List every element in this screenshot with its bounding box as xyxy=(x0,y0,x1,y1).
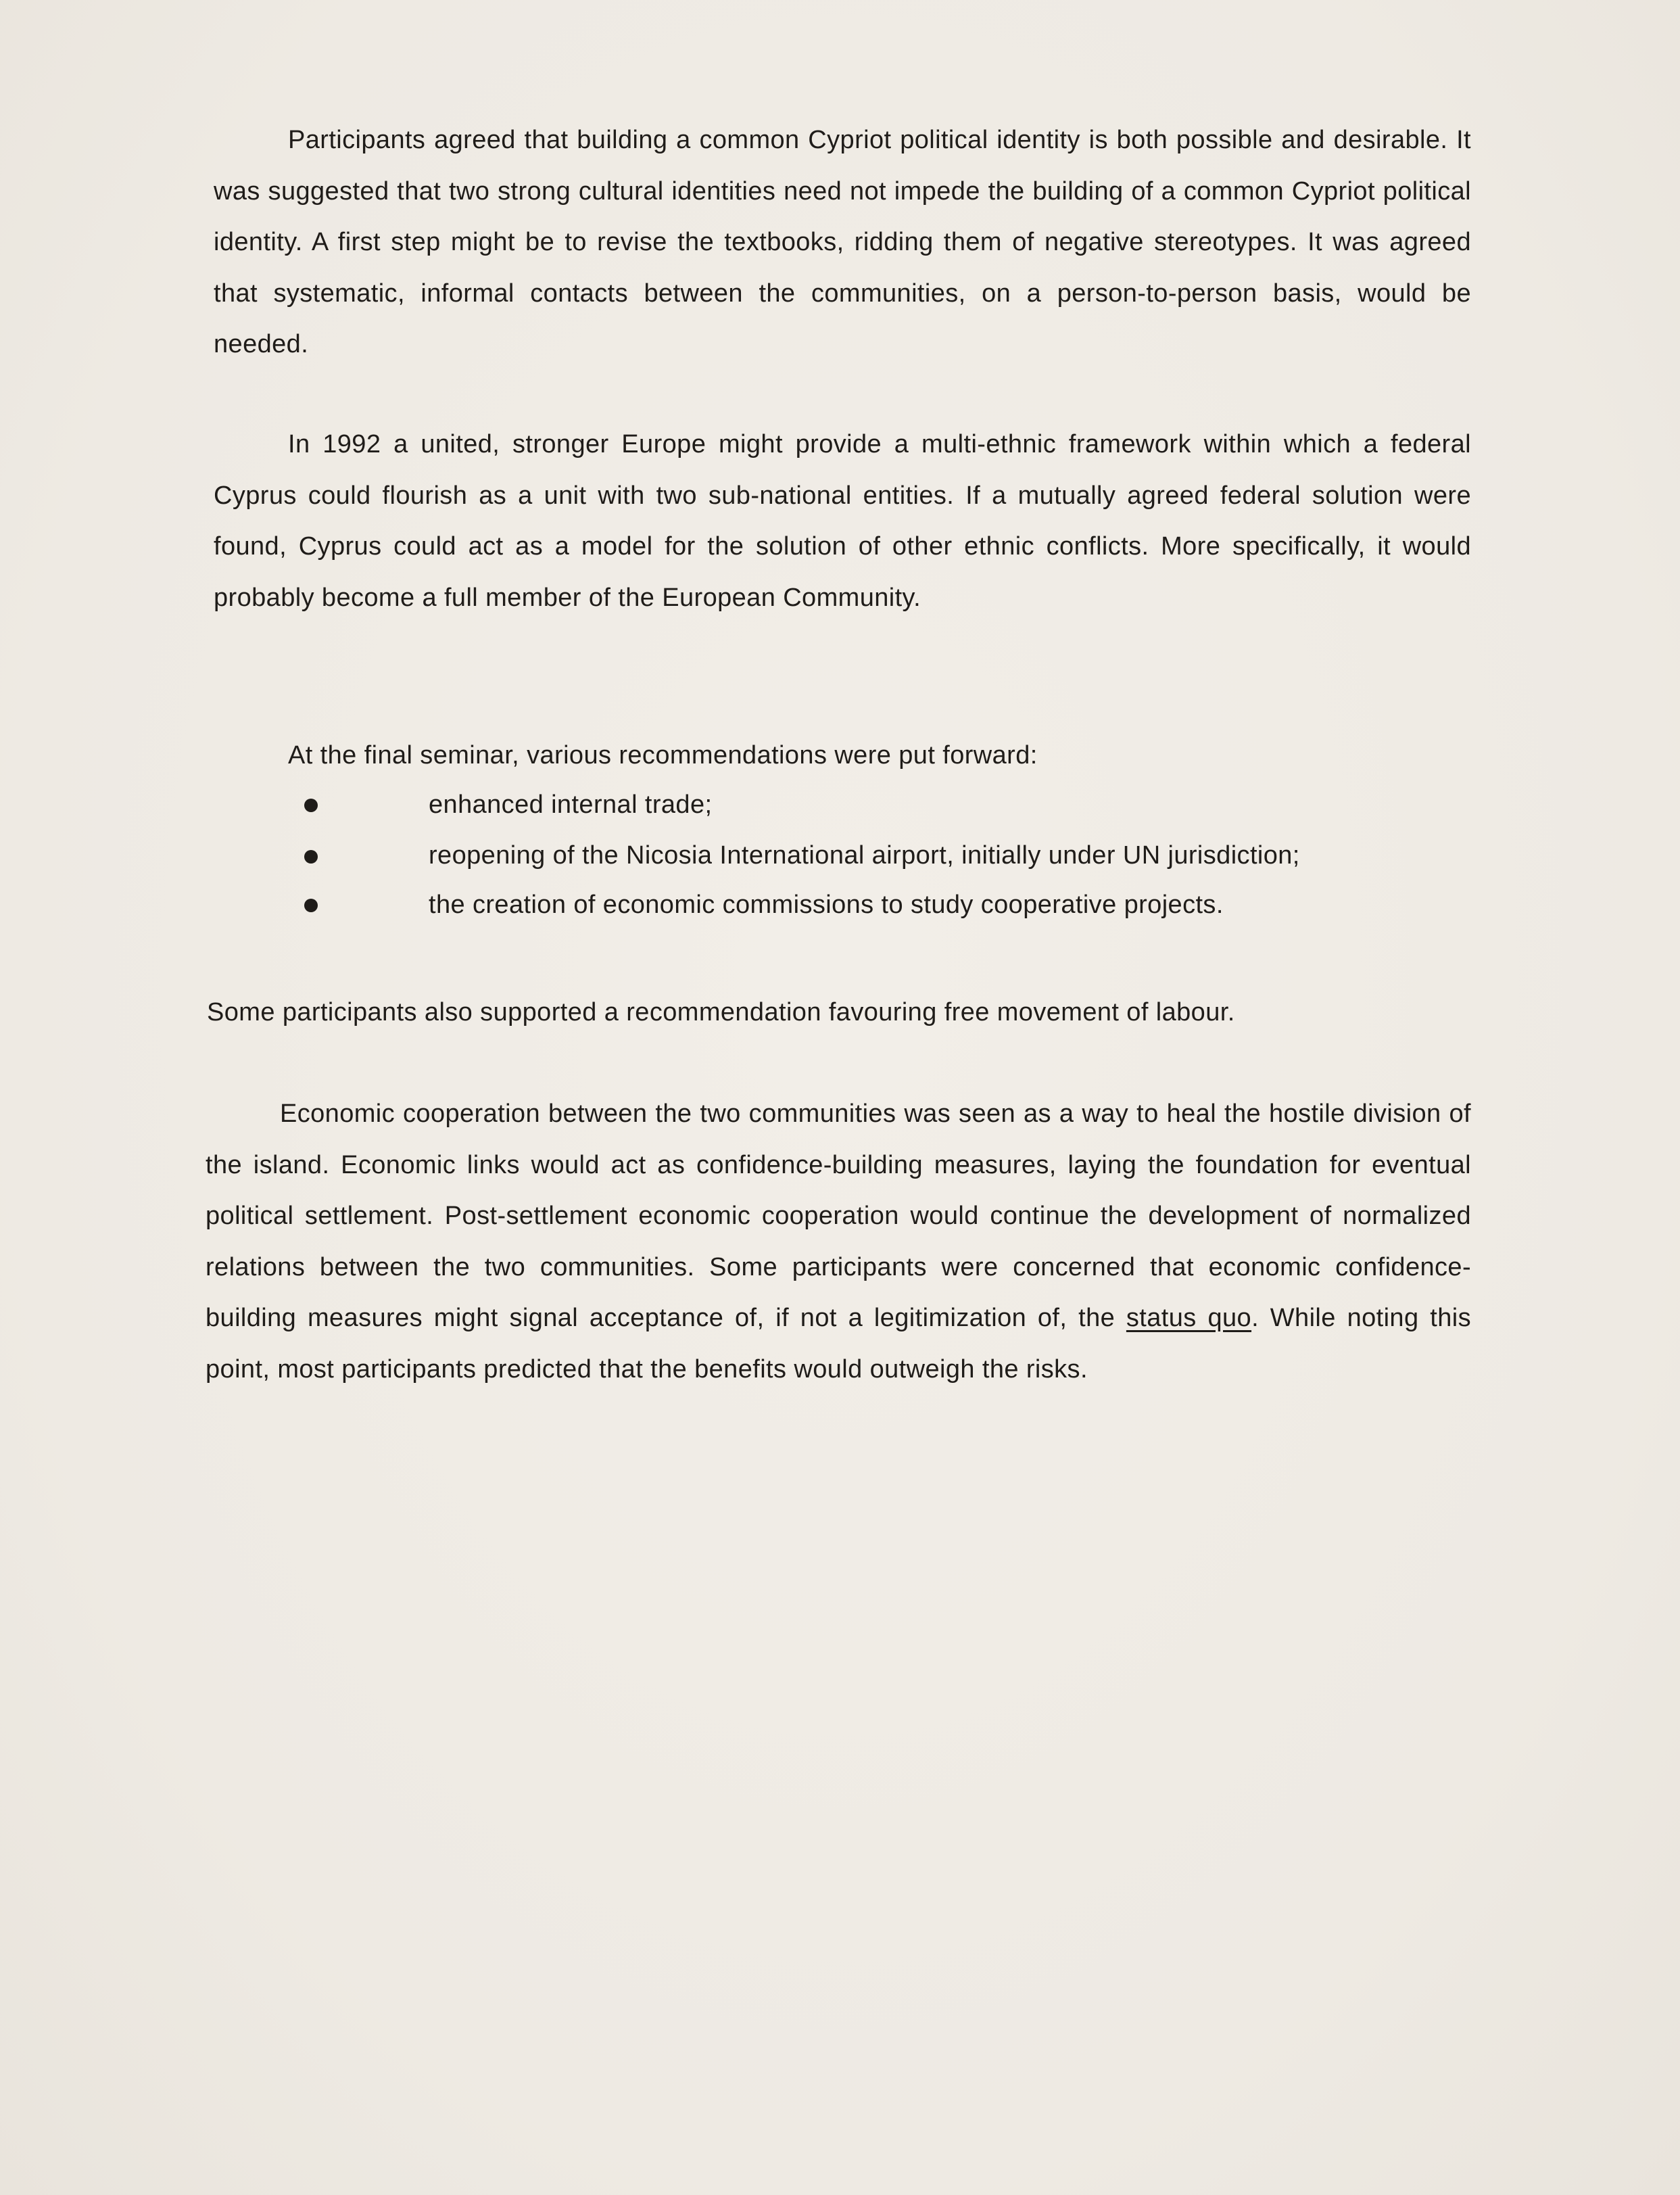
paragraph-text: Participants agreed that building a common Cypriot political identity is both possible and desirable. It was suggested that two strong cultural identities need not impede the building of a common Cypriot political identity. A first step might be to revise the textbooks, ridding them of negative stereotypes. It was agreed that systematic, informal contacts between the communities, on a person-to-person basis, would be needed. xyxy=(214,126,1471,358)
bullet-icon xyxy=(304,899,318,912)
list-item-text: enhanced internal trade; xyxy=(429,790,713,819)
paragraph-text: At the final seminar, various recommendations were put forward: xyxy=(288,741,1038,770)
paragraph-text: . While noting this point, most participants predicted that the benefits would outweigh the risks. xyxy=(206,1304,1471,1384)
paragraph-text: In 1992 a united, stronger Europe might provide a multi-ethnic framework within which a federal Cyprus could flourish as a unit with two sub-national entities. If a mutually agreed federal solution were found, Cyprus could act as a model for the solution of other ethnic conflicts. More specifically, it would probably become a full member of the European Community. xyxy=(214,430,1471,612)
paragraph-text: Some participants also supported a recommendation favouring free movement of labour. xyxy=(207,998,1235,1026)
underlined-term: status quo xyxy=(1126,1304,1252,1332)
paragraph-economic-cooperation xyxy=(206,1089,1471,1395)
paragraph-text: Economic cooperation between the two communities was seen as a way to heal the hostile division of the island. Economic links would act as confidence-building measures, laying the foundation for eventual political settlement. Post-settlement economic cooperation would continue the development of normalized relations between the two communities. Some participants were concerned that economic confidence-building measures might signal acceptance of, if not a legitimization of, the xyxy=(206,1100,1471,1332)
paragraph-recommendations-intro xyxy=(214,730,1471,782)
paragraph-free-movement xyxy=(207,987,1471,1039)
list-item xyxy=(304,780,1467,831)
list-item-text: the creation of economic commissions to study cooperative projects. xyxy=(429,890,1224,919)
bullet-icon xyxy=(304,799,318,812)
list-item xyxy=(304,880,1467,931)
list-item-text: reopening of the Nicosia International airport, initially under UN jurisdiction; xyxy=(429,841,1300,870)
recommendations-list xyxy=(304,780,1467,930)
bullet-icon xyxy=(304,850,318,864)
list-item xyxy=(304,831,1467,880)
paragraph-political-identity xyxy=(214,115,1471,371)
paragraph-europe-framework xyxy=(214,419,1471,623)
